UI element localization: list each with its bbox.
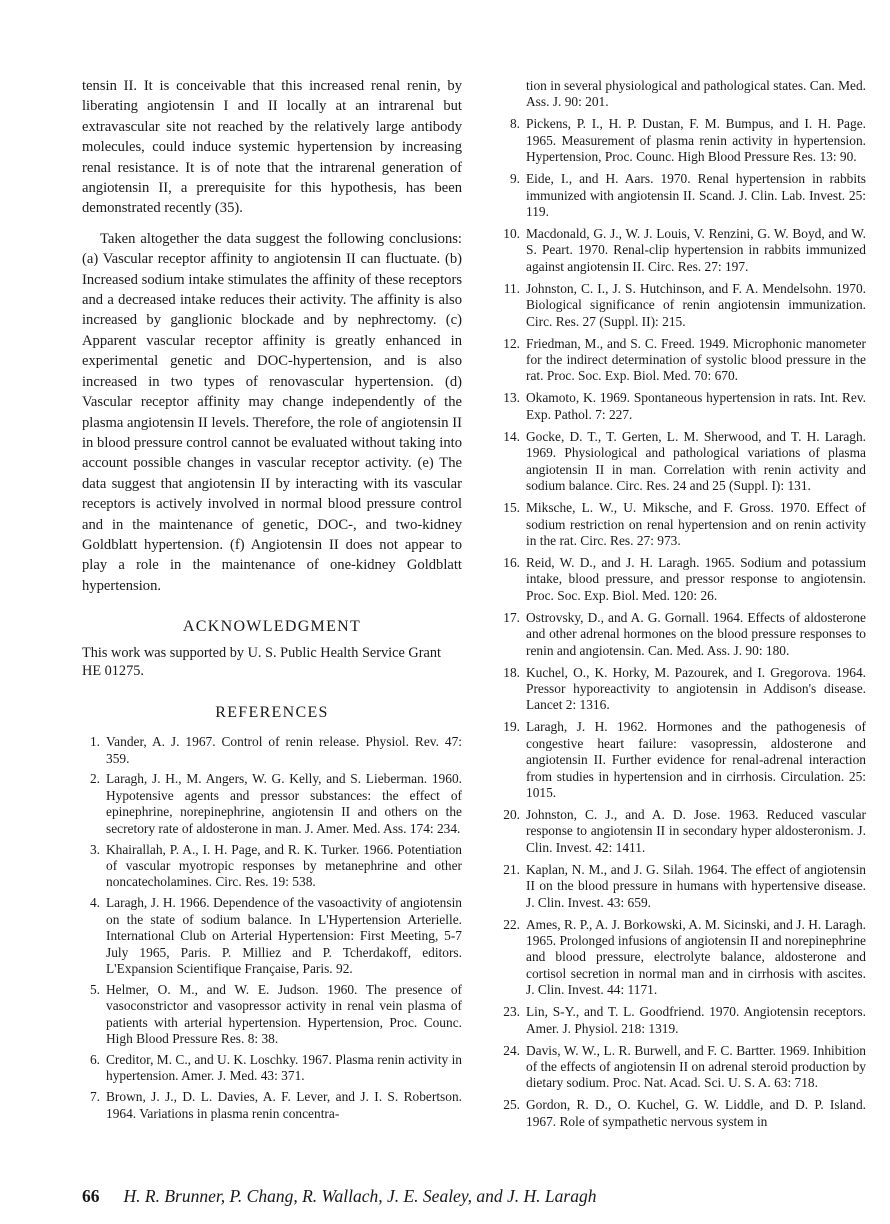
reference-item (82, 842, 462, 891)
reference-text: Kaplan, N. M., and J. G. Silah. 1964. The effect of angiotensin II on the blood pressure in humans with hypertensive disease. J. Clin. Invest. 43: 659. (526, 861, 866, 910)
body-paragraph: tensin II. It is conceivable that this increased renal renin, by liberating angiotensin I and II locally at an intrarenal but extravascular site not reached by the relatively large antibody molecules, could induce systemic hypertension by increasing renal resistance. It is of note that the intrarenal generation of angiotensin II, a prerequisite for this hypothesis, has been demonstrated recently (35). (82, 78, 462, 217)
reference-item (82, 982, 462, 1048)
reference-number: 23. (503, 1004, 520, 1020)
reference-item (502, 917, 866, 999)
reference-text: Laragh, J. H., M. Angers, W. G. Kelly, and S. Lieberman. 1960. Hypotensive agents and pressor substances: the effect of epinephrine, norepinephrine, angiotensin II and others on the secretory rate of aldosterone in man. J. Amer. Med. Ass. 174: 234. (106, 771, 462, 836)
reference-number: 9. (509, 171, 520, 187)
reference-number: 5. (89, 981, 100, 997)
reference-item (502, 1004, 866, 1037)
reference-text: Gordon, R. D., O. Kuchel, G. W. Liddle, and D. P. Island. 1967. Role of sympathetic nervous system in (526, 1097, 866, 1129)
reference-number: 13. (503, 390, 520, 406)
reference-text: Helmer, O. M., and W. E. Judson. 1960. The presence of vasoconstrictor and vasopressor activity in renal vein plasma of patients with arterial hypertension. Hypertension, Proc. Counc. High Blood Pressure Res. 8: 38. (106, 981, 462, 1047)
reference-text: Lin, S-Y., and T. L. Goodfriend. 1970. Angiotensin receptors. Amer. J. Physiol. 218: 1319. (526, 1004, 866, 1036)
reference-item (502, 555, 866, 604)
reference-number: 6. (89, 1051, 100, 1067)
reference-text: Creditor, M. C., and U. K. Loschky. 1967. Plasma renin activity in hypertension. Amer. J. Med. 43: 371. (106, 1051, 463, 1084)
reference-number: 17. (503, 609, 520, 625)
reference-number: 4. (89, 895, 100, 911)
reference-text: Pickens, P. I., H. P. Dustan, F. M. Bumpus, and I. H. Page. 1965. Measurement of plasma renin activity in hypertension. Hypertension, Proc. Counc. High Blood Pressure Res. 13: 90. (526, 116, 866, 165)
reference-text: Eide, I., and H. Aars. 1970. Renal hypertension in rabbits immunized with angiotensin II. Scand. J. Clin. Lab. Invest. 25: 119. (526, 171, 866, 220)
page-footer (82, 1186, 866, 1207)
reference-text: Laragh, J. H. 1966. Dependence of the vasoactivity of angiotensin on the state of sodium balance. In L'Hypertension Arterielle. International Club on Arterial Hypertension: First Meeting, 5-7 July 1965, Paris. P. Milliez and P. Tcherdakoff, editors. L'Expansion Scientifique Française, Paris. 92. (106, 895, 462, 976)
reference-item (502, 500, 866, 549)
reference-text: Ames, R. P., A. J. Borkowski, A. M. Sicinski, and J. H. Laragh. 1965. Prolonged infusions of angiotensin II and norepinephrine and blood pressure, electrolyte balance, aldosterone and cortisol secretion in normal man and in cirrhosis with ascites. J. Clin. Invest. 44: 1171. (526, 916, 866, 998)
reference-item (502, 1097, 866, 1130)
reference-number: 11. (503, 280, 520, 296)
reference-number: 21. (503, 861, 520, 877)
reference-number: 15. (503, 500, 520, 516)
reference-text: Miksche, L. W., U. Miksche, and F. Gross. 1970. Effect of sodium restriction on renal hypertension and on renin activity in the rat. Circ. Res. 27: 973. (526, 500, 866, 548)
reference-continuation (502, 78, 866, 111)
reference-text: Johnston, C. I., J. S. Hutchinson, and F. A. Mendelsohn. 1970. Biological significance of renin angiotensin immunization. Circ. Res. 27 (Suppl. II): 215. (526, 280, 866, 329)
reference-text: Brown, J. J., D. L. Davies, A. F. Lever, and J. I. S. Robertson. 1964. Variations in plasma renin concentra- (106, 1089, 462, 1121)
reference-item (502, 116, 866, 165)
reference-number: 8. (509, 116, 520, 132)
reference-text: Johnston, C. J., and A. D. Jose. 1963. Reduced vascular response to angiotensin II in secondary hyper aldosteronism. J. Clin. Invest. 42: 1411. (526, 806, 866, 855)
reference-number: 3. (89, 841, 100, 857)
reference-item (82, 734, 462, 767)
reference-item (82, 1052, 462, 1085)
reference-item (502, 665, 866, 714)
reference-text: Friedman, M., and S. C. Freed. 1949. Microphonic manometer for the indirect determination of systolic blood pressure in the rat. Proc. Soc. Exp. Biol. Med. 70: 670. (526, 335, 866, 384)
reference-item (502, 807, 866, 856)
reference-item (502, 336, 866, 385)
reference-text: Laragh, J. H. 1962. Hormones and the pathogenesis of congestive heart failure: vasopressin, aldosterone and angiotensin II. Further evidence for renal-adrenal interaction from studies in hypertension and in cirrhosis. Circulation. 25: 1015. (526, 719, 866, 800)
reference-number: 18. (503, 664, 520, 680)
page-number: 66 (82, 1186, 100, 1206)
body-paragraph: Taken altogether the data suggest the following conclusions: (a) Vascular receptor affinity to angiotensin II can fluctuate. (b) Increased sodium intake stimulates the affinity of these receptors and a decreased intake reduces their activity. The affinity is also increased by ganglionic blockade and by nephrectomy. (c) Apparent vascular receptor affinity is greatly enhanced in experimental genetic and DOC-hypertension, and is also increased in two types of renovascular hypertension. (d) Vascular receptor affinity may change independently of the plasma angiotensin II levels. Therefore, the role of angiotensin II in blood pressure control cannot be evaluated without taking into account possible changes in vascular receptor activity. (e) The data suggest that angiotensin II by interacting with its vascular receptors is actively involved in normal blood pressure control and in the maintenance of genetic, DOC-, and two-kidney Goldblatt hypertension. (f) Angiotensin II does not appear to play a role in the maintenance of one-kidney Goldblatt hypertension. (82, 230, 462, 594)
reference-text: Vander, A. J. 1967. Control of renin release. Physiol. Rev. 47: 359. (106, 734, 462, 766)
reference-list-left (82, 734, 462, 1122)
reference-text: Davis, W. W., L. R. Burwell, and F. C. Bartter. 1969. Inhibition of the effects of angiotensin II on adrenal steroid production by dietary sodium. Proc. Nat. Acad. Sci. U. S. A. 63: 718. (526, 1042, 866, 1091)
reference-text: Ostrovsky, D., and A. G. Gornall. 1964. Effects of aldosterone and other adrenal hormones on the blood pressure responses to renin and angiotensin. Can. Med. Ass. J. 90: 180. (526, 609, 866, 658)
footer-authors: H. R. Brunner, P. Chang, R. Wallach, J. E. Sealey, and J. H. Laragh (123, 1186, 597, 1206)
reference-item (502, 1043, 866, 1092)
reference-item (82, 1089, 462, 1122)
reference-text: Okamoto, K. 1969. Spontaneous hypertension in rats. Int. Rev. Exp. Pathol. 7: 227. (526, 390, 866, 422)
reference-number: 1. (89, 734, 100, 750)
reference-text: Reid, W. D., and J. H. Laragh. 1965. Sodium and potassium intake, blood pressure, and pressor response to angiotensin. Proc. Soc. Exp. Biol. Med. 120: 26. (526, 554, 866, 603)
references-heading: REFERENCES (215, 704, 329, 722)
reference-item (502, 281, 866, 330)
reference-number: 20. (503, 806, 520, 822)
reference-item (502, 429, 866, 495)
reference-number: 10. (503, 226, 520, 242)
reference-text: tion in several physiological and pathological states. Can. Med. Ass. J. 90: 201. (526, 78, 866, 110)
reference-item (502, 719, 866, 801)
reference-item (502, 862, 866, 911)
reference-text: Kuchel, O., K. Horky, M. Pazourek, and I. Gregorova. 1964. Pressor hyporeactivity to angiotensin in Addison's disease. Lancet 2: 1316. (526, 664, 866, 713)
reference-list-right (502, 78, 866, 1130)
reference-item (502, 171, 866, 220)
reference-item (82, 895, 462, 977)
reference-text: Gocke, D. T., T. Gerten, L. M. Sherwood, and T. H. Laragh. 1969. Physiological and pathological variations of plasma angiotensin II in man. Correlation with renin activity and sodium balance. Circ. Res. 24 and 25 (Suppl. I): 131. (526, 428, 866, 494)
acknowledgment-text: This work was supported by U. S. Public Health Service Grant HE 01275. (82, 645, 441, 680)
reference-number: 19. (503, 719, 520, 735)
reference-number: 14. (503, 428, 520, 444)
reference-number: 24. (503, 1042, 520, 1058)
reference-item (82, 771, 462, 837)
reference-number: 2. (89, 771, 100, 787)
reference-item (502, 610, 866, 659)
reference-number: 12. (503, 335, 520, 351)
reference-number: 22. (503, 916, 520, 932)
reference-number: 7. (89, 1089, 100, 1105)
reference-text: Macdonald, G. J., W. J. Louis, V. Renzini, G. W. Boyd, and W. S. Peart. 1970. Renal-clip hypertension in rabbits immunized against angiotensin II. Circ. Res. 27: 197. (526, 226, 866, 274)
left-column (82, 76, 462, 1127)
reference-number: 25. (503, 1097, 520, 1113)
reference-text: Khairallah, P. A., I. H. Page, and R. K. Turker. 1966. Potentiation of vascular myotropic responses by metanephrine and other noncatecholamines. Circ. Res. 19: 538. (106, 841, 462, 890)
reference-item (502, 390, 866, 423)
acknowledgment-heading: ACKNOWLEDGMENT (182, 618, 362, 636)
right-column (502, 78, 866, 1136)
reference-number: 16. (503, 554, 520, 570)
reference-item (502, 226, 866, 275)
